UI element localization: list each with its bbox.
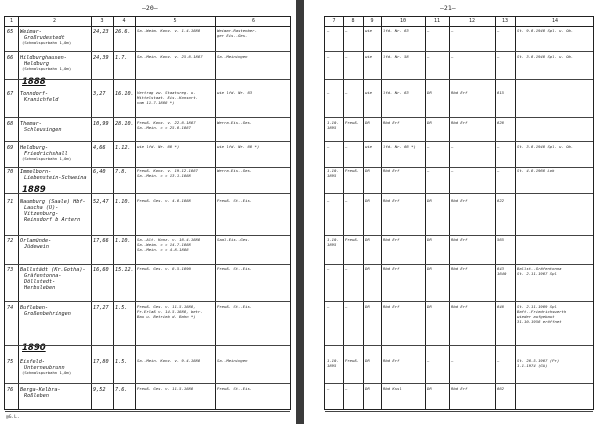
- column-number-header: 11: [433, 18, 441, 24]
- col12-directorate: Rbd Erf: [451, 304, 468, 309]
- col7-date: 1895: [327, 125, 337, 130]
- left-table: [4, 16, 291, 410]
- col14-remark: St. 9.6.1946 Spl. u. Ob.: [517, 28, 574, 33]
- owner-text: Sa.-Meiningen: [217, 54, 248, 59]
- col11-admin: –: [427, 168, 430, 173]
- line-name: Naumburg (Saale) Hbf-: [20, 199, 86, 205]
- column-number-header: 4: [122, 18, 126, 24]
- col11-admin: –: [427, 144, 430, 149]
- col7-date: –: [327, 304, 330, 309]
- col14-remark: St. 3.6.1946 Spl. u. Ob.: [517, 54, 574, 59]
- gauge-note: (Schmalspurbahn 1,0m): [22, 40, 72, 45]
- col13-number: –: [497, 358, 500, 363]
- row-divider: [325, 79, 593, 80]
- column-number-header: 9: [370, 18, 374, 24]
- col8-admin: Preuß.: [345, 168, 360, 173]
- opening-date: 16.10.: [115, 91, 134, 97]
- line-name: Ballstädt (Kr.Gotha)-: [20, 267, 86, 273]
- year-heading: 1889: [22, 185, 46, 195]
- col8-admin: –: [345, 90, 348, 95]
- col7-date: 1.10.: [327, 237, 339, 242]
- col11-admin: DR: [427, 266, 432, 271]
- owner-text: Sa.-Meiningen: [217, 358, 248, 363]
- column-divider: [135, 17, 136, 409]
- row-divider: [5, 141, 290, 142]
- col11-admin: –: [427, 54, 430, 59]
- line-name: Berga-Kelbra-: [20, 387, 61, 393]
- column-number-header: 2: [52, 18, 56, 24]
- owner-text: ger Eis.-Ges.: [217, 33, 248, 38]
- col10-directorate: lfd. Nr. 63: [383, 28, 409, 33]
- col7-date: 1895: [327, 242, 337, 247]
- length-km: 52,47: [93, 199, 109, 205]
- right-page-number: —21—: [440, 4, 456, 12]
- concession-text: vom 11.7.1888 *): [137, 100, 175, 105]
- left-page: [0, 0, 296, 424]
- col12-directorate: –: [451, 54, 454, 59]
- col10-directorate: Rbd Kssl: [383, 386, 402, 391]
- opening-date: 15.12.: [115, 267, 134, 273]
- owner-text: Preuß. St.-Eis.: [217, 304, 253, 309]
- concession-text: Preuß. Konz. v. 22.6.1887: [137, 120, 196, 125]
- owner-text: Weimar-Rastenber-: [217, 28, 257, 33]
- col7-date: 1895: [327, 363, 337, 368]
- column-number-header: 10: [399, 18, 407, 24]
- opening-date: 1.7.: [115, 55, 128, 61]
- concession-text: Sa.-Mein. » » 25.6.1887: [137, 125, 191, 130]
- col10-directorate: Rbd Erf: [383, 266, 400, 271]
- col14-remark: Ballst.-Gräfentonna: [517, 266, 562, 271]
- line-name: Heldburg: [24, 61, 49, 67]
- line-name: Vitzenburg-: [24, 211, 59, 217]
- concession-text: Sa.-Mein. Konz. v. 25.6.1887: [137, 54, 203, 59]
- row-divider: [5, 193, 290, 194]
- book-gutter: [296, 0, 304, 424]
- owner-text: wie lfd. Nr. 66 *): [217, 144, 260, 149]
- column-number-header: 12: [468, 18, 476, 24]
- row-number: 73: [7, 267, 14, 273]
- col11-admin: DR: [427, 386, 432, 391]
- col8-admin: –: [345, 266, 348, 271]
- length-km: 17,66: [93, 238, 109, 244]
- opening-date: 1.10.: [115, 238, 131, 244]
- line-name: Schleusingen: [24, 127, 62, 133]
- line-name: Laucha (U)-: [24, 205, 59, 211]
- column-number-header: 1: [9, 18, 13, 24]
- col13-number: 565: [497, 237, 505, 242]
- row-number: 71: [7, 199, 14, 205]
- col13-number: –: [497, 168, 500, 173]
- row-number: 66: [7, 55, 14, 61]
- column-number-header: 8: [351, 18, 355, 24]
- col14-remark: Baft.-Friedrichswerth: [517, 309, 567, 314]
- col9-admin: DR: [365, 358, 370, 363]
- length-km: 6,40: [93, 169, 106, 175]
- column-number-header: 7: [332, 18, 336, 24]
- col10-directorate: lfd. Nr. 58: [383, 54, 409, 59]
- row-number: 72: [7, 238, 14, 244]
- row-number: 70: [7, 169, 14, 175]
- owner-text: Preuß. St.-Eis.: [217, 266, 253, 271]
- column-number-header: 5: [173, 18, 177, 24]
- col9-admin: DR: [365, 266, 370, 271]
- col8-admin: –: [345, 198, 348, 203]
- col10-directorate: Rbd Erf: [383, 237, 400, 242]
- year-heading: 1888: [22, 77, 46, 87]
- col13-number: 626: [497, 120, 505, 125]
- col9-admin: DR: [365, 386, 370, 391]
- col7-date: 1895: [327, 173, 337, 178]
- length-km: 24,23: [93, 29, 109, 35]
- right-table: [324, 16, 594, 410]
- line-name: Orlamünde-: [20, 238, 52, 244]
- col7-date: 1.10.: [327, 168, 339, 173]
- line-name: Liebenstein-Schweina: [24, 175, 87, 181]
- owner-text: Saal-Eis.-Ges.: [217, 237, 250, 242]
- col9-admin: wie: [365, 144, 373, 149]
- col10-directorate: Rbd Erf: [383, 168, 400, 173]
- col9-admin: wie: [365, 90, 373, 95]
- row-divider: [325, 193, 593, 194]
- opening-date: 1.12.: [115, 145, 131, 151]
- col11-admin: DR: [427, 237, 432, 242]
- line-name: Jüdewein: [24, 244, 49, 250]
- length-km: 16,60: [93, 267, 109, 273]
- col14-remark: wieder aufgebaut: [517, 314, 555, 319]
- length-km: 10,99: [93, 121, 109, 127]
- col13-number: 615: [497, 90, 505, 95]
- column-divider: [449, 17, 450, 409]
- col11-admin: DR: [427, 304, 432, 309]
- col8-admin: –: [345, 144, 348, 149]
- column-divider: [113, 17, 114, 409]
- owner-text: Preuß. St.-Eis.: [217, 386, 253, 391]
- column-divider: [343, 17, 344, 409]
- row-divider: [325, 141, 593, 142]
- col8-admin: –: [345, 304, 348, 309]
- gauge-note: (Schmalspurbahn 1,0m): [22, 370, 72, 375]
- concession-text: Sa.-Weim. Konz. v. 1.4.1886: [137, 28, 201, 33]
- row-divider: [5, 301, 290, 302]
- header-divider: [5, 26, 290, 27]
- year-heading: 1890: [22, 343, 46, 353]
- col12-directorate: –: [451, 144, 454, 149]
- concession-text: Sa.-Mein. Konz. v. 9.4.1888: [137, 358, 201, 363]
- opening-date: 1.5.: [115, 305, 128, 311]
- length-km: 17,27: [93, 305, 109, 311]
- line-name: Großrudestedt: [24, 35, 65, 41]
- col12-directorate: –: [451, 28, 454, 33]
- concession-text: Preuß. Ges. v. 11.5.1888,: [137, 304, 196, 309]
- col11-admin: DR: [427, 90, 432, 95]
- col13-number: –: [497, 54, 500, 59]
- col12-directorate: –: [451, 168, 454, 173]
- row-divider: [5, 383, 290, 384]
- line-name: Friedrichshall: [24, 151, 68, 157]
- col13-number: 662: [497, 386, 505, 391]
- row-number: 76: [7, 387, 14, 393]
- right-page: [304, 0, 600, 424]
- row-number: 69: [7, 145, 14, 151]
- col7-date: –: [327, 54, 330, 59]
- opening-date: 7.8.: [115, 169, 128, 175]
- line-name: Eisfeld-: [20, 359, 45, 365]
- col9-admin: wie: [365, 54, 373, 59]
- row-divider: [325, 301, 593, 302]
- col9-admin: DR: [365, 198, 370, 203]
- col12-directorate: Rbd Erf: [451, 90, 468, 95]
- row-divider: [5, 345, 290, 346]
- row-number: 75: [7, 359, 14, 365]
- line-name: Gräfentonna-: [24, 273, 62, 279]
- opening-date: 1.10.: [115, 199, 131, 205]
- col7-date: 1.10.: [327, 358, 339, 363]
- col10-directorate: lfd. Nr. 66 *): [383, 144, 416, 149]
- opening-date: 1.5.: [115, 359, 128, 365]
- line-name: Immelborn-: [20, 169, 52, 175]
- col13-number: –: [497, 28, 500, 33]
- row-divider: [5, 411, 290, 412]
- col13-number: 646: [497, 304, 505, 309]
- column-divider: [215, 17, 216, 409]
- row-divider: [325, 383, 593, 384]
- col11-admin: DR: [427, 120, 432, 125]
- col7-date: 1.10.: [327, 120, 339, 125]
- length-km: 4,66: [93, 145, 106, 151]
- col7-date: –: [327, 90, 330, 95]
- line-name: Herbsleben: [24, 285, 56, 291]
- owner-text: Werra-Eis.-Ges.: [217, 120, 253, 125]
- owner-text: Preuß. St.-Eis.: [217, 198, 253, 203]
- length-km: 24,39: [93, 55, 109, 61]
- column-divider: [381, 17, 382, 409]
- col10-directorate: Rbd Erf: [383, 358, 400, 363]
- col12-directorate: Rbd Erf: [451, 237, 468, 242]
- row-divider: [5, 264, 290, 265]
- column-divider: [425, 17, 426, 409]
- concession-text: Sa.-Mein. » » 13.1.1888: [137, 173, 191, 178]
- col9-admin: wie: [365, 28, 373, 33]
- row-number: 65: [7, 29, 14, 35]
- opening-date: 26.6.: [115, 29, 131, 35]
- col13-number: –: [497, 144, 500, 149]
- column-divider: [515, 17, 516, 409]
- row-number: 67: [7, 91, 14, 97]
- row-divider: [325, 235, 593, 236]
- gauge-note: (Schmalspurbahn 1,0m): [22, 156, 72, 161]
- col8-admin: –: [345, 28, 348, 33]
- concession-text: Sa.-Alt. Konz. v. 16.4.1888: [137, 237, 201, 242]
- concession-text: Pr.Erlaß v. 14.5.1888, betr.: [137, 309, 203, 314]
- concession-text: Vertrag zw. Staatsreg. u.: [137, 90, 196, 95]
- col14-remark: St. 3.6.1946 Spl. u. Ob.: [517, 144, 574, 149]
- col7-date: –: [327, 266, 330, 271]
- col7-date: –: [327, 386, 330, 391]
- col14-remark: St. 28.5.1967 (Pr): [517, 358, 560, 363]
- concession-text: Preuß. Ges. v. 11.5.1888: [137, 386, 194, 391]
- line-name: Themar-: [20, 121, 42, 127]
- length-km: 9,52: [93, 387, 106, 393]
- col14-remark: St. 4.8.1968 Lok: [517, 168, 555, 173]
- column-number-header: 13: [501, 18, 509, 24]
- col14-remark: 31.10.1956 eröffnet: [517, 319, 562, 324]
- row-divider: [325, 117, 593, 118]
- footer-stamp: @G.L.: [6, 415, 20, 420]
- col8-admin: Preuß.: [345, 237, 360, 242]
- line-name: Großenbehringen: [24, 311, 71, 317]
- col9-admin: DR: [365, 120, 370, 125]
- col9-admin: DR: [365, 304, 370, 309]
- col14-remark: St. 2.11.1967 Spl: [517, 271, 557, 276]
- col12-directorate: Rbd Erf: [451, 386, 468, 391]
- line-name: Kranichfeld: [24, 97, 59, 103]
- concession-text: Preuß. Konz. v. 19.12.1887: [137, 168, 198, 173]
- col11-admin: –: [427, 358, 430, 363]
- line-name: Weimar-: [20, 29, 42, 35]
- opening-date: 7.6.: [115, 387, 128, 393]
- concession-text: Preuß. Ges. v. 8.5.1890: [137, 266, 191, 271]
- column-divider: [91, 17, 92, 409]
- line-name: Unterneubrunn: [24, 365, 65, 371]
- col9-admin: DR: [365, 168, 370, 173]
- col10-directorate: Rbd Erf: [383, 198, 400, 203]
- col7-date: –: [327, 28, 330, 33]
- col12-directorate: –: [451, 358, 454, 363]
- col13-number: 643 1640: [497, 266, 507, 276]
- concession-text: Sa.-Weim. » » 14.7.1888: [137, 242, 191, 247]
- col13-number: 622: [497, 198, 505, 203]
- gauge-note: (Schmalspurbahn 1,0m): [22, 66, 72, 71]
- col12-directorate: Rbd Erf: [451, 266, 468, 271]
- col9-admin: DR: [365, 237, 370, 242]
- line-name: Roßleben: [24, 393, 49, 399]
- row-divider: [325, 51, 593, 52]
- col12-directorate: Rbd Erf: [451, 120, 468, 125]
- col14-remark: 1.1.1974 (Gü): [517, 363, 548, 368]
- length-km: 3,27: [93, 91, 106, 97]
- column-number-header: 14: [551, 18, 559, 24]
- row-divider: [325, 264, 593, 265]
- col12-directorate: Rbd Erf: [451, 198, 468, 203]
- col10-directorate: Rbd Erf: [383, 120, 400, 125]
- line-name: Hildburghausen-: [20, 55, 67, 61]
- line-name: Heldburg-: [20, 145, 49, 151]
- line-name: Döllstedt-: [24, 279, 56, 285]
- column-number-header: 3: [100, 18, 104, 24]
- left-page-number: —20—: [142, 4, 158, 12]
- col10-directorate: Rbd Erf: [383, 304, 400, 309]
- column-divider: [18, 17, 19, 409]
- row-divider: [325, 345, 593, 346]
- col11-admin: –: [427, 28, 430, 33]
- col8-admin: Preuß.: [345, 120, 360, 125]
- concession-text: Preuß. Ges. v. 4.6.1888: [137, 198, 191, 203]
- row-number: 68: [7, 121, 14, 127]
- col11-admin: DR: [427, 198, 432, 203]
- opening-date: 28.10.: [115, 121, 134, 127]
- concession-text: wie lfd. Nr. 66 *): [137, 144, 180, 149]
- row-divider: [325, 411, 593, 412]
- col7-date: –: [327, 144, 330, 149]
- row-divider: [5, 117, 290, 118]
- owner-text: wie lfd. Nr. 63: [217, 90, 253, 95]
- row-divider: [5, 51, 290, 52]
- col8-admin: –: [345, 386, 348, 391]
- col7-date: –: [327, 198, 330, 203]
- col10-directorate: lfd. Nr. 63: [383, 90, 409, 95]
- col8-admin: Preuß.: [345, 358, 360, 363]
- column-number-header: 6: [251, 18, 255, 24]
- line-name: Bufleben-: [20, 305, 49, 311]
- col8-admin: –: [345, 54, 348, 59]
- concession-text: Sa.-Mein. » » 4.8.1888: [137, 247, 189, 252]
- length-km: 17,80: [93, 359, 109, 365]
- concession-text: Bau u. Betrieb d. Bahn *): [137, 314, 196, 319]
- col14-remark: St. 2.11.1969 Spl: [517, 304, 557, 309]
- header-divider: [325, 26, 593, 27]
- concession-text: Mittelstaat. Eis.-Konsort.: [137, 95, 198, 100]
- row-divider: [5, 235, 290, 236]
- column-divider: [363, 17, 364, 409]
- line-name: Tonndorf-: [20, 91, 49, 97]
- line-name: Reinsdorf b Artern: [24, 217, 81, 223]
- owner-text: Werra-Eis.-Ges.: [217, 168, 253, 173]
- row-number: 74: [7, 305, 14, 311]
- column-divider: [495, 17, 496, 409]
- row-divider: [5, 79, 290, 80]
